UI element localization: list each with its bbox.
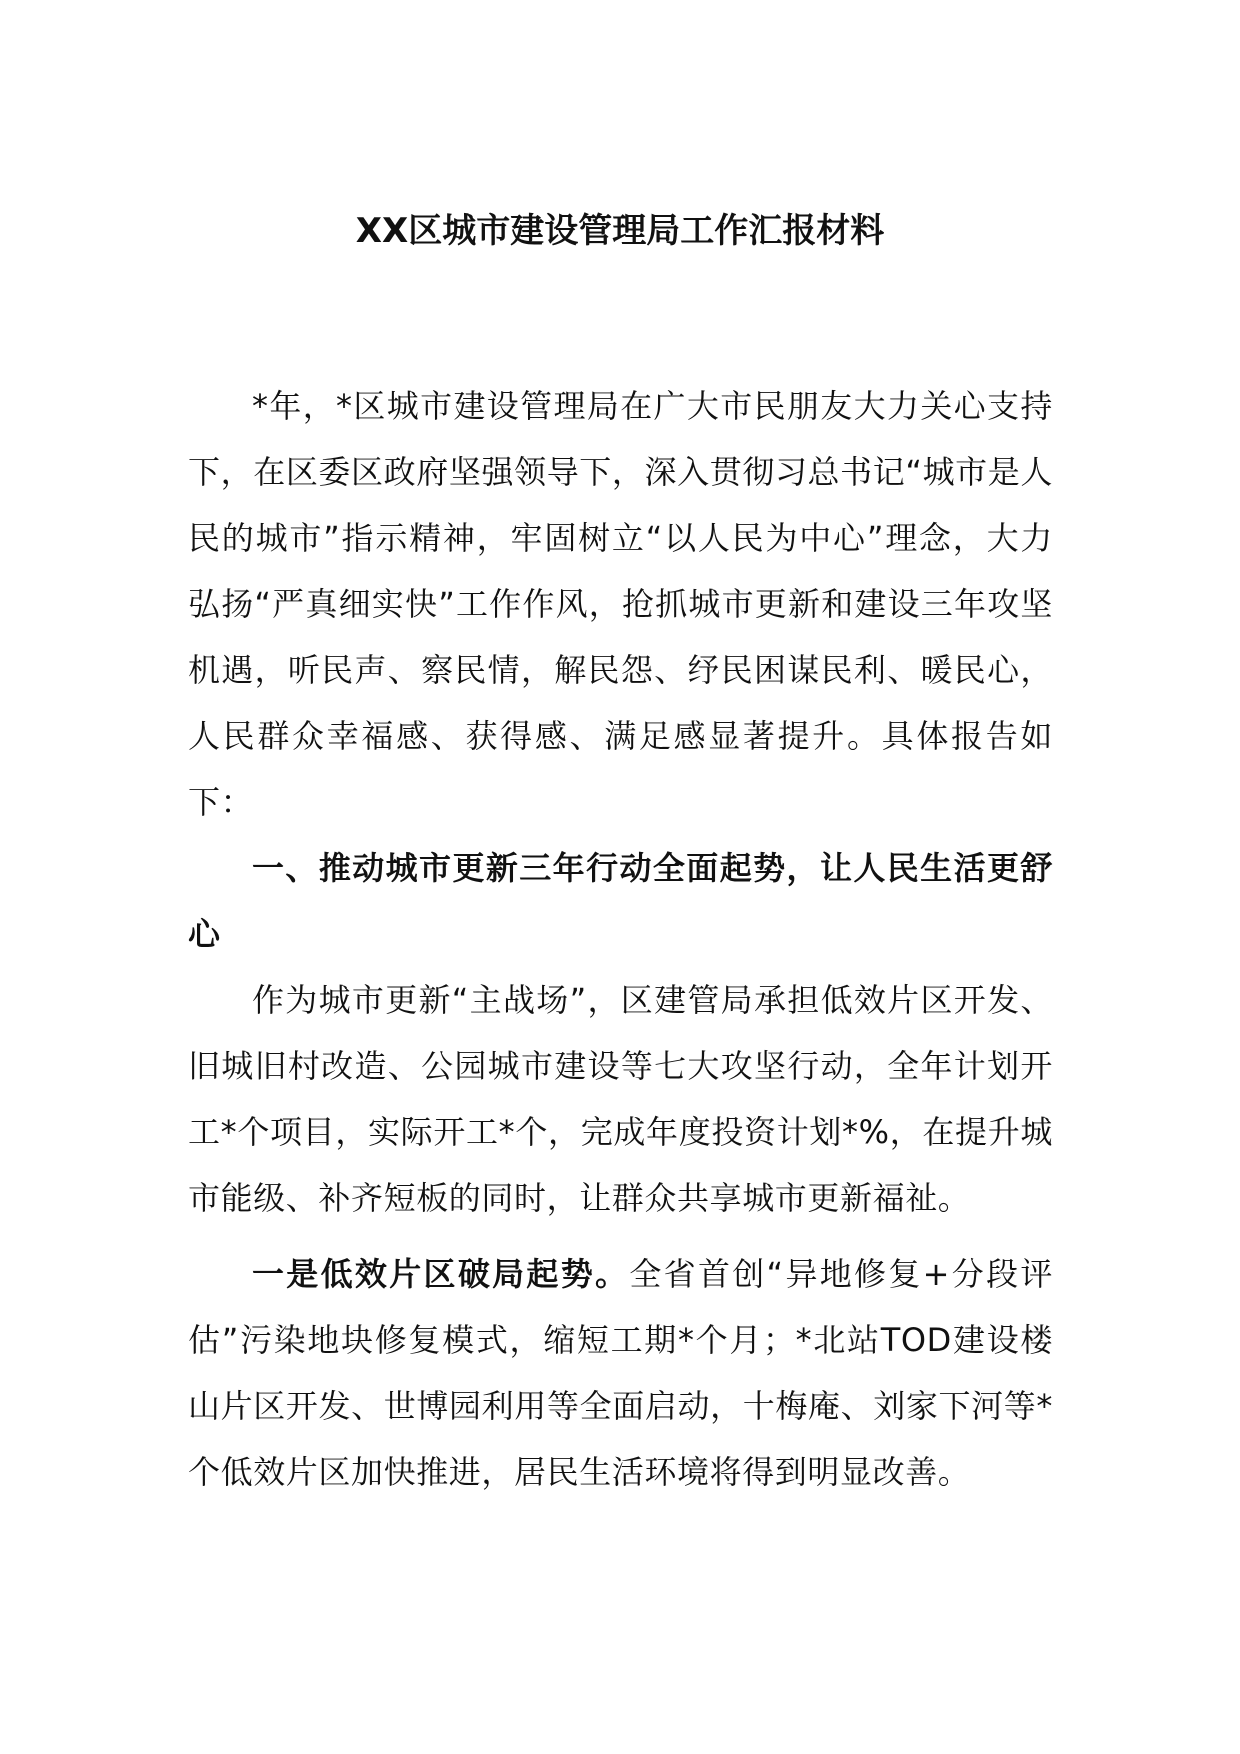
section-1-heading: 一、推动城市更新三年行动全面起势，让人民生活更舒心: [188, 849, 1053, 953]
item-1-paragraph: [188, 1241, 1053, 1505]
item-1-lead: 一是低效片区破局起势。: [252, 1255, 630, 1293]
section-1-paragraph: 作为城市更新“主战场”，区建管局承担低效片区开发、旧城旧村改造、公园城市建设等七大攻坚行动，全年计划开工*个项目，实际开工*个，完成年度投资计划*%，在提升城市能级、补齐短板的同时，让群众共享城市更新福祉。: [188, 981, 1053, 1217]
intro-paragraph: *年，*区城市建设管理局在广大市民朋友大力关心支持下，在区委区政府坚强领导下，深入贯彻习总书记“城市是人民的城市”指示精神，牢固树立“以人民为中心”理念，大力弘扬“严真细实快”工作作风，抢抓城市更新和建设三年攻坚机遇，听民声、察民情，解民怨、纾民困谋民利、暖民心，人民群众幸福感、获得感、满足感显著提升。具体报告如下：: [188, 387, 1053, 821]
document-title: XX区城市建设管理局工作汇报材料: [355, 211, 885, 251]
document-body: [188, 373, 1053, 1505]
item-1-text: 全省首创“异地修复+分段评估”污染地块修复模式，缩短工期*个月；*北站TOD建设楼山片区开发、世博园利用等全面启动，十梅庵、刘家下河等*个低效片区加快推进，居民生活环境将得到明显改善。: [188, 1255, 1053, 1491]
